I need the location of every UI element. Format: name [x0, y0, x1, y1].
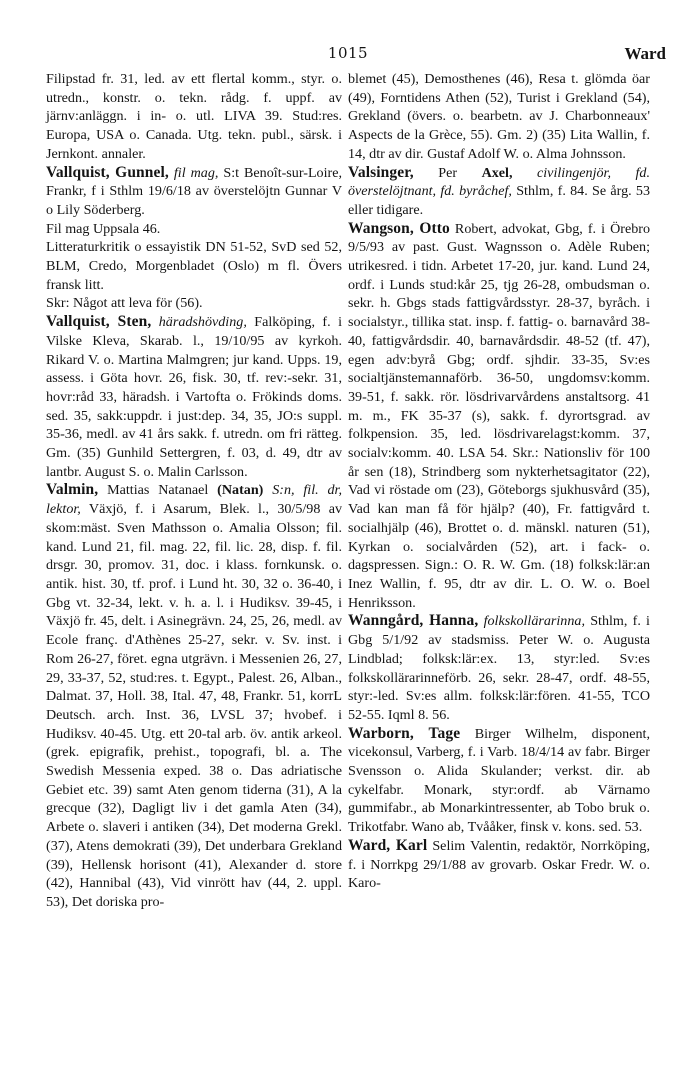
entry-text: S:t Benoît-sur-Loire, Frankr, f i Sthlm 19/6/18 av överstelöjtn Gunnar V o Lily Söderberg. [46, 164, 342, 218]
entry-text: blemet (45), Demosthenes (46), Resa t. glömda öar (49), Forntidens Athen (52), Turist i Grekland (54), Grekland (övers. o. bearbetn. av J. Charbonneaux' Aspects de la Grèce, 55). Gm. 2) (35) Lita Wallin, f. 14, dtr av dir. Gustaf Adolf W. o. Alma Johnsson. [348, 71, 650, 162]
entry-continuation [46, 70, 342, 164]
left-column [46, 70, 342, 912]
entry-text: Filipstad fr. 31, led. av ett flertal komm., styr. o. utredn., konstr. o. tekn. rådg. f. uppf. av järnv:anläggn. i in- o. utl. LIVA 39. Stud:res. Europa, USA o. Canada. Utg. tekn. publ., särsk. i Jernkont. annaler. [46, 71, 342, 162]
entry-name: Valmin, [46, 481, 99, 499]
entry-text: Fil mag Uppsala 46. [46, 220, 161, 237]
entry-role: häradshövding, [158, 314, 247, 331]
entry-valsinger [348, 164, 650, 220]
entry-text: Litteraturkritik o essayistik DN 51-52, SvD sed 52, BLM, Credo, Morgenbladet (Oslo) m fl. Övers fransk litt. [46, 239, 342, 293]
entry-role: fil mag, [173, 164, 219, 181]
entry-text: Selim Valentin, redaktör, Norrköping, f. i Norrkpg 29/1/88 av grovarb. Oskar Fredr. W. o. Karo- [348, 837, 650, 892]
entry-name: Vallquist, Sten, [46, 313, 152, 331]
page-number: 1015 [327, 44, 369, 62]
entry-name: Vallquist, Gunnel, [46, 163, 169, 181]
entry-line [46, 220, 342, 239]
entry-warborn [348, 725, 650, 837]
entry-wanngard [348, 612, 650, 724]
entry-text: Skr: Något att leva för (56). [46, 295, 203, 312]
right-column [348, 70, 650, 893]
entry-name: Wanngård, Hanna, [348, 612, 479, 630]
entry-valmin [46, 481, 342, 911]
entry-called-name: Axel, [481, 164, 513, 181]
entry-vallquist-gunnel [46, 164, 342, 220]
entry-text: Växjö, f. i Asarum, Blek. l., 30/5/98 av skom:mäst. Sven Mathsson o. Amalia Olsson; fil. kand. Lund 21, fil. mag. 22, fil. lic. 28, disp. f. fil. drsgr. 30, promov. 31, doc. i klass. fornkunsk. o. antik. hist. 30, tf. prof. i Lund ht. 30, 32 o. 36-40, i Gbg vt. 32-34, lekt. v. h. a. l. i Hudiksv. 39-45, i Växjö fr. 45, delt. i Asinegrävn. 24, 25, 26, medl. av Ecole franç. d'Athènes 25-27, sekr. v. Sv. inst. i Rom 26-27, föret. egna utgrävn. i Messenien 26, 27, 29, 33-37, 52, stud:res. t. Egypt., Palest. 26, Alban., Dalmat. 37, Holl. 38, Ital. 47, 48, Frankr. 51, korrL Deutsch. arch. Inst. 36, LVSL 37; hvobef. i Hudiksv. 40-45. Utg. ett 20-tal arb. öv. antik arkeol. (grek. epigrafik, prehist., topografi, bl. a. The Swedish Messenia exped. 38 o. Das adriatische Gebiet etc. 39) samt Aten genom tiderna (31), A la grecque (32), Dagligt liv i det gamla Aten (34), Arbete o. slaveri i antiken (34), Det moderna Grekl. (37), Atens demokrati (39), Det underbara Grekland (39), Hellensk horisont (41), Alexander d. store (42), Hannibal (43), Vid vinrött hav (44, 2. uppl. 53), Det doriska pro- [46, 501, 342, 910]
entry-line [46, 294, 342, 313]
entry-given-names: Per [438, 164, 458, 181]
entry-name: Warborn, Tage [348, 724, 461, 742]
entry-role: S:n, fil. dr, lektor, [46, 482, 343, 518]
page-header [0, 44, 696, 64]
entry-called-name: (Natan) [217, 482, 264, 499]
entry-name: Ward, Karl [348, 836, 428, 854]
entry-text: Sthlm, f. i Gbg 5/1/92 av stadsmiss. Peter W. o. Augusta Lindblad; folksk:lär:ex. 13, styr:led. Sv:es folkskollärarinneförb. 26, sekr. 28-47, ordf. 48-55, styr:-led. Sv:es allm. folksk:lär:fören. 41-55, TCO 52-55. Iqml 8. 56. [348, 613, 650, 723]
entry-text: Robert, advokat, Gbg, f. i Örebro 9/5/93 av past. Gust. Wagnsson o. Adèle Ruben; utrikesred. i tidn. Arbetet 17-20, jur. kand. Lund 24, ordf. i Lunds stud:kår 25, tjg 26-28, ombudsman o. sekr. h. Gbgs stads fattigvårdsstyr. 28-37, byråch. i socialstyr., tillika stat. insp. f. fattig- o. barnavård 38-40, fattigvårdsdir. 40, barnavårdsdir. 48-52 (tf. 47), egen adv:byrå Gbg; ordf. sjhdir. 33-35, Sv:es socialtjänstemannaförb. 36-50, ungdomsv:komm. 39-51, f. sakk. rör. lösdrivarvårdens anstaltsorg. 41 m. m., FK 35-37 (s), sakk. f. dyrortsgrad. av folkpension. 35, led. lösdrivarelagst:komm. 37, socialv:komm. 40. LSA 54. Skr.: Nationsliv för 100 år sen (18), Strindberg som nykterhetsagitator (22), Vad vi röstade om (23), Göteborgs sjukhusvård (35), Vad kan man få för hjälp? (40), Fr. fattigvård t. socialhjälp (46), Brottet o. d. mänskl. naturen (51), Kyrkan o. socialvården (52), art. i fack- o. dagspressen. Sign.: O. R. W. Gm. (18) folksk:lär:an Inez Wallin, f. 95, dtr av dir. L. O. W. o. Boel Henriksson. [348, 220, 650, 611]
entry-text: Sthlm, f. 84. Se årg. 53 eller tidigare. [348, 183, 650, 218]
entry-wangson [348, 220, 650, 613]
entry-ward-karl [348, 837, 650, 893]
entry-line [46, 238, 342, 294]
entry-given-names: Mattias Natanael [107, 482, 209, 499]
running-head: Ward [624, 44, 666, 63]
entry-role: civilingenjör, fd. överstelöjtnant, fd. byråchef, [348, 164, 650, 200]
entry-vallquist-sten [46, 313, 342, 481]
entry-continuation [348, 70, 650, 164]
entry-name: Wangson, Otto [348, 219, 450, 237]
entry-text: Birger Wilhelm, disponent, vicekonsul, Varberg, f. i Varb. 18/4/14 av fabr. Birger Svensson o. Alida Skulander; verkst. dir. ab cykelfabr. Monark, styr:ordf. ab Värnamo gummifabr., ab Monarkintressenter, ab Tobo bruk o. Trikotfabr. Wano ab, Tvååker, finsk v. kons. sed. 53. [348, 725, 650, 836]
entry-text: Falköping, f. i Vilske Kleva, Skarab. l., 19/10/95 av kyrkoh. Rikard V. o. Martina Malmgren; jur kand. Upps. 19, assess. i Göta hovr. 26, fisk. 30, tf. rev:-sekr. 31, hovr:råd 33, häradsh. i Vartofta o. Frökinds doms. sed. 35, sakk:uppdr. i just:dep. 34, 35, JO:s suppl. 35-36, medl. av 41 års sakk. f. utredn. om fri rätteg. Gm. (35) Gunhild Settergren, f. 03, d. 49, dtr av lantbr. August S. o. Malin Carlsson. [46, 314, 342, 480]
entry-role: folkskollärarinna, [483, 613, 585, 630]
entry-name: Valsinger, [348, 163, 414, 181]
